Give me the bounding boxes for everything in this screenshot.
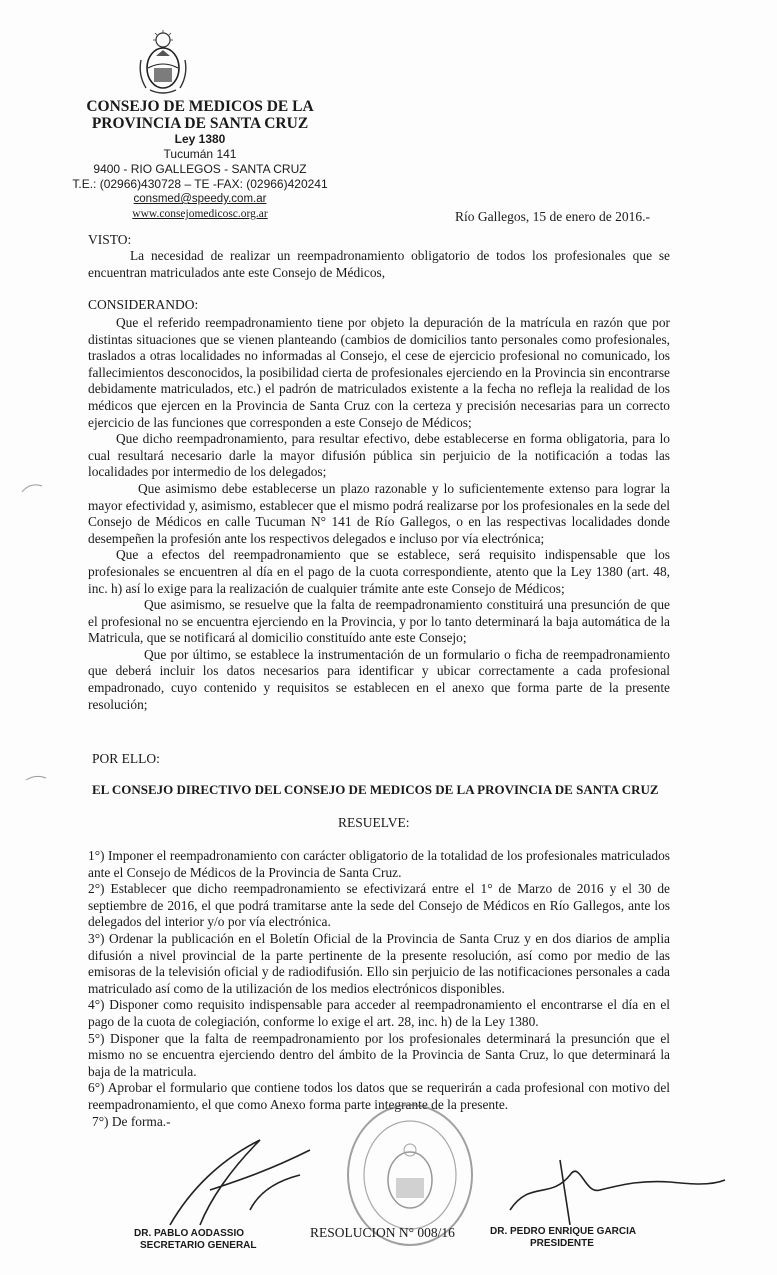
phone-line: T.E.: (02966)430728 – TE -FAX: (02966)420241	[72, 177, 328, 191]
directive-heading: EL CONSEJO DIRECTIVO DEL CONSEJO DE MEDICOS DE LA PROVINCIA DE SANTA CRUZ	[92, 782, 659, 797]
article-item: 4°) Disponer como requisito indispensable para acceder al reempadronamiento el encontrarse el día en el pago de la cuota de colegiación, conforme lo exige el art. 28, inc. h) de la Ley 1380.	[88, 997, 670, 1029]
article-item: 6°) Aprobar el formulario que contiene todos los datos que se requerirán a cada profesional con motivo del reempadronamiento, el que como Anexo forma parte integrante de la presente.	[88, 1080, 670, 1112]
resuelve-heading: RESUELVE:	[338, 815, 410, 830]
street-address: Tucumán 141	[163, 147, 237, 161]
article-item: 5°) Disponer que la falta de reempadronamiento por los profesionales determinará la presunción que el mismo no se encuentra ejerciendo dentro del ámbito de la Provincia de Santa Cruz, lo que determinará la baja de la matricula.	[88, 1030, 670, 1079]
considerando-paragraph: Que por último, se establece la instrumentación de un formulario o ficha de reempadronamiento que deberá incluir los datos necesarios para identificar y ubicar correctamente a cada profesional empadronado, cuyo contenido y requisitos se establecen en el anexo que forma parte de la presente resolución;	[88, 646, 670, 712]
date-line: Río Gallegos, 15 de enero de 2016.-	[455, 209, 650, 224]
signature-left	[134, 1228, 257, 1252]
article-item: 7°) De forma.-	[92, 1113, 171, 1129]
signatory-right-name: DR. PEDRO ENRIQUE GARCIA	[490, 1226, 637, 1237]
article-item: 3°) Ordenar la publicación en el Boletín Oficial de la Provincia de Santa Cruz y en dos diarios de amplia difusión a nivel provincial de la parte pertinente de la presente resolución, así como por medio de las emisoras de la televisión oficial y de radiodifusión. Ello sin perjuicio de las notificaciones personales a cada matriculado así como de la utilización de los medios electrónicos disponibles.	[88, 930, 670, 996]
signatory-right-title: PRESIDENTE	[530, 1238, 594, 1249]
signatory-left-name: DR. PABLO AODASSIO	[134, 1228, 245, 1239]
email-link[interactable]: consmed@speedy.com.ar	[133, 193, 267, 205]
signature-right-icon	[500, 1140, 730, 1230]
city-address: 9400 - RIO GALLEGOS - SANTA CRUZ	[93, 162, 307, 176]
por-ello-heading: POR ELLO:	[92, 751, 160, 766]
org-name-line1: CONSEJO DE MEDICOS DE LA	[86, 98, 314, 115]
considerando-paragraph: Que el referido reempadronamiento tiene por objeto la depuración de la matrícula en razón que por distintas situaciones que se vienen planteando (cambios de domicilios tanto personales como profesionales, traslados a otras localidades no informadas al Consejo, el cese de ejercicio profesional no comunicado, los fallecimientos desconocidos, la posibilidad cierta de profesionales ejerciendo en la Provincia sin encontrarse debidamente matriculados, etc.) el padrón de matriculados existente a la fecha no refleja la realidad de los médicos que ejercen en la Provincia de Santa Cruz con la certeza y precisión necesarias para un correcto ejercicio de las funciones que corresponden a este Consejo de Médicos;	[88, 315, 670, 430]
article-item: 1°) Imponer el reempadronamiento con carácter obligatorio de la totalidad de los profesionales matriculados ante el Consejo de Médicos de la Provincia de Santa Cruz.	[88, 848, 670, 880]
org-name-line2: PROVINCIA DE SANTA CRUZ	[91, 115, 309, 132]
considerando-body	[88, 315, 670, 713]
letterhead	[60, 98, 340, 222]
scan-mark-icon	[24, 770, 48, 784]
considerando-heading: CONSIDERANDO:	[88, 297, 199, 312]
resolution-articles	[88, 848, 670, 1130]
considerando-paragraph: Que dicho reempadronamiento, para resultar efectivo, debe establecerse en forma obligatoria, para lo cual resultará necesario darle la mayor difusión pública sin perjuicio de la notificación a todas las localidades por intermedio de los delegados;	[88, 431, 670, 480]
visto-heading: VISTO:	[88, 232, 132, 247]
resolution-number: RESOLUCION N° 008/16	[310, 1225, 455, 1240]
law-number: Ley 1380	[174, 132, 226, 146]
considerando-paragraph: Que asimismo debe establecerse un plazo razonable y lo suficientemente extenso para lograr la mayor efectividad y, asimismo, establecer que el mismo podrá realizarse por los profesionales en la sede del Consejo de Médicos en calle Tucuman N° 141 de Río Gallegos, o en las respectivas localidades donde desempeñen la profesión ante los respectivos delegados e incluso por vía electrónica;	[88, 480, 670, 546]
considerando-paragraph: Que a efectos del reempadronamiento que se establece, será requisito indispensable que los profesionales se encuentren al día en el pago de la cuota correspondiente, atento que la Ley 1380 (art. 48, inc. h) así lo exige para la realización de cualquier trámite ante este Consejo de Médicos;	[88, 547, 670, 596]
signature-left-icon	[150, 1130, 330, 1230]
coat-of-arms-icon	[136, 30, 190, 96]
considerando-paragraph: Que asimismo, se resuelve que la falta de reempadronamiento constituirá una presunción de que el profesional no se encuentra ejerciendo en la Provincia, y por lo tanto determinará la baja automática de la Matricula, que se notificará al domicilio constituído ante este Consejo;	[88, 597, 670, 646]
signature-right	[490, 1226, 636, 1250]
website-link[interactable]: www.consejomedicosc.org.ar	[132, 208, 268, 220]
scan-mark-icon	[20, 480, 44, 494]
visto-text: La necesidad de realizar un reempadronamiento obligatorio de todos los profesionales que se encuentran matriculados ante este Consejo de Médicos,	[88, 248, 670, 280]
article-item: 2°) Establecer que dicho reempadronamiento se efectivizará entre el 1° de Marzo de 2016 y el 30 de septiembre de 2016, el que podrá tramitarse ante la sede del Consejo de Médicos en Río Gallegos, ante los delegados del interior y/o por vía electrónica.	[88, 881, 670, 930]
signatory-left-title: SECRETARIO GENERAL	[140, 1240, 257, 1251]
